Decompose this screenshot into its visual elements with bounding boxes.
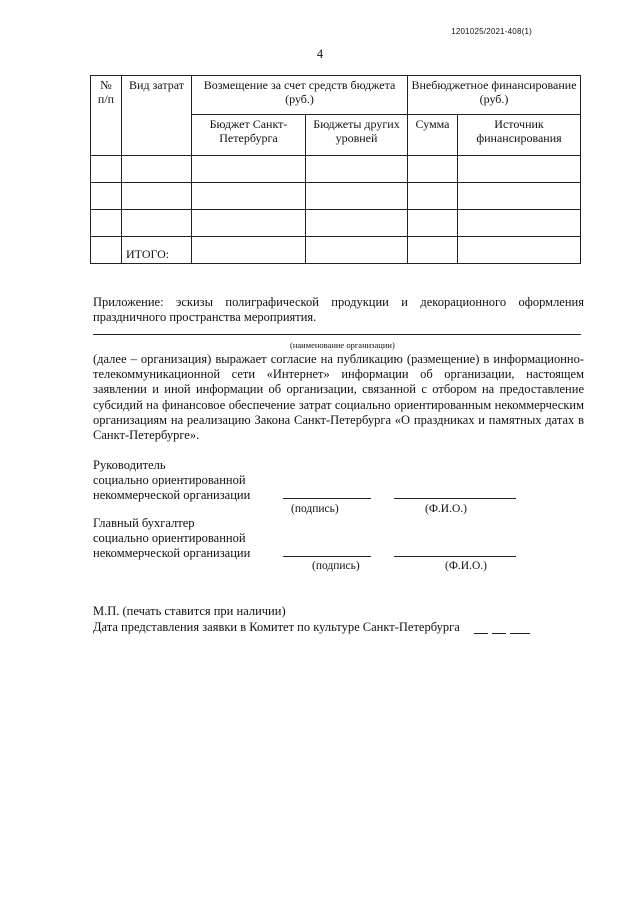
table-row [91, 183, 581, 210]
header-budget-reimbursement: Возмещение за счет средств бюджета (руб.) [192, 76, 408, 115]
table-cell[interactable] [408, 237, 458, 264]
submission-date-label: Дата представления заявки в Комитет по культуре Санкт-Петербурга [93, 620, 460, 634]
accountant-line-1: Главный бухгалтер [93, 516, 195, 530]
accountant-line-3: некоммерческой организации [93, 546, 251, 561]
subheader-other-budgets: Бюджеты других уровней [306, 115, 408, 156]
table-cell[interactable] [91, 237, 122, 264]
organization-name-caption: (наименование организации) [290, 340, 395, 350]
table-cell[interactable] [458, 237, 581, 264]
table-cell[interactable] [122, 156, 192, 183]
director-line-1: Руководитель [93, 458, 166, 472]
accountant-name-line[interactable] [394, 556, 516, 557]
stamp-note: М.П. (печать ставится при наличии) [93, 604, 286, 618]
director-name-line[interactable] [394, 498, 516, 499]
table-cell[interactable] [91, 210, 122, 237]
table-cell[interactable] [306, 210, 408, 237]
table-cell[interactable] [408, 183, 458, 210]
table-cell[interactable] [458, 183, 581, 210]
table-cell[interactable] [91, 156, 122, 183]
director-signature-label: (подпись) [291, 503, 339, 515]
table-cell[interactable] [306, 156, 408, 183]
table-cell[interactable] [192, 237, 306, 264]
document-number: 1201025/2021-408(1) [451, 27, 532, 36]
director-name-label: (Ф.И.О.) [425, 503, 467, 515]
header-number: № п/п [91, 76, 122, 156]
table-cell[interactable] [192, 183, 306, 210]
consent-text: (далее – организация) выражает согласие на публикацию (размещение) в информационно-телекоммуникационной сети «Интернет» информации об организации, настоящем заявлении и иной информации об организации, связанной с отбором на предоставление субсидий на финансовое обеспечение затрат социально ориентированным некоммерческим организациям на реализацию Закона Санкт-Петербурга «О праздниках и памятных датах в Санкт-Петербурге». [93, 352, 584, 443]
header-extra-budget: Внебюджетное финансирование (руб.) [408, 76, 581, 115]
date-year-blank[interactable] [510, 633, 530, 634]
table-cell[interactable] [458, 210, 581, 237]
director-signature-line[interactable] [283, 498, 371, 499]
table-cell[interactable] [306, 183, 408, 210]
budget-table [90, 75, 581, 264]
table-total-row [91, 237, 581, 264]
director-line-2: социально ориентированной [93, 473, 246, 488]
accountant-title [93, 516, 333, 562]
date-day-blank[interactable] [474, 633, 488, 634]
accountant-signature-label: (подпись) [312, 560, 360, 572]
table-cell[interactable] [122, 210, 192, 237]
director-line-3: некоммерческой организации [93, 488, 251, 503]
director-title [93, 458, 333, 504]
accountant-name-label: (Ф.И.О.) [445, 560, 487, 572]
accountant-signature-line[interactable] [283, 556, 371, 557]
table-cell[interactable] [408, 210, 458, 237]
table-row [91, 156, 581, 183]
subheader-sum: Сумма [408, 115, 458, 156]
table-cell[interactable] [192, 156, 306, 183]
table-cell[interactable] [192, 210, 306, 237]
table-cell[interactable] [306, 237, 408, 264]
table-header-row [91, 76, 581, 115]
total-label: ИТОГО: [122, 237, 192, 264]
table-cell[interactable] [91, 183, 122, 210]
organization-name-line[interactable] [93, 334, 581, 335]
table-row [91, 210, 581, 237]
appendix-text: Приложение: эскизы полиграфической продукции и декорационного оформления праздничного пространства мероприятия. [93, 295, 584, 325]
page-number: 4 [316, 47, 324, 61]
table-cell[interactable] [122, 183, 192, 210]
subheader-spb-budget: Бюджет Санкт-Петербурга [192, 115, 306, 156]
subheader-source: Источник финансирования [458, 115, 581, 156]
header-expense-type: Вид затрат [122, 76, 192, 156]
date-month-blank[interactable] [492, 633, 506, 634]
table-cell[interactable] [458, 156, 581, 183]
accountant-line-2: социально ориентированной [93, 531, 246, 546]
table-cell[interactable] [408, 156, 458, 183]
